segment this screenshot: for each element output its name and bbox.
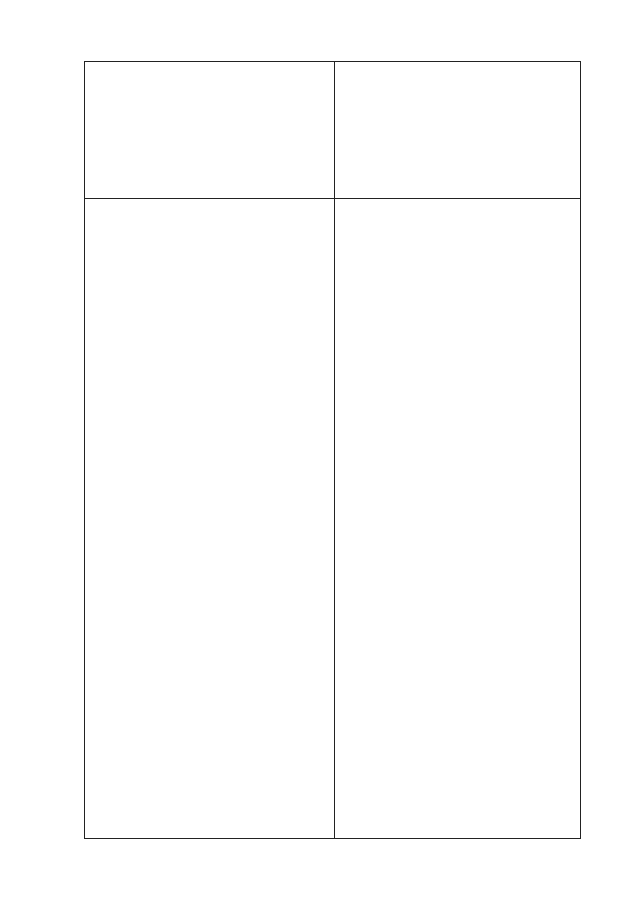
program-passport-table	[84, 61, 581, 839]
column-divider	[334, 62, 335, 838]
row-divider	[85, 198, 580, 199]
